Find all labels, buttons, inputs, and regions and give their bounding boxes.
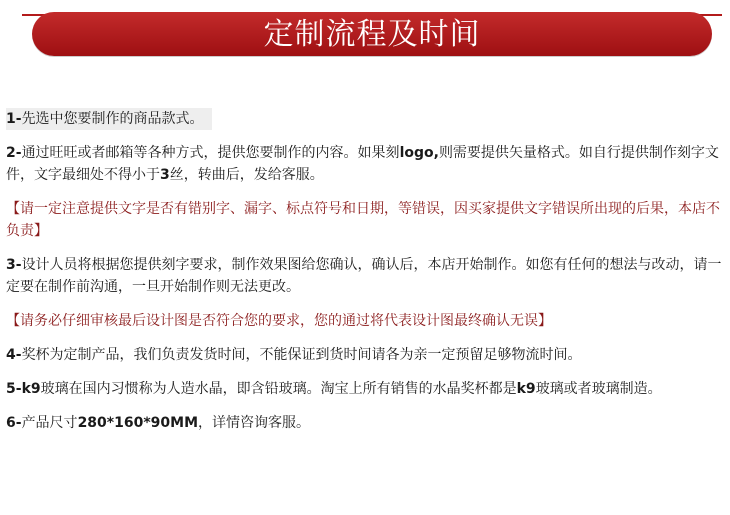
step-number: 2- — [6, 145, 22, 161]
step-number: 3- — [6, 257, 22, 273]
step-text: 产品尺寸 — [21, 415, 78, 431]
step-text: 奖杯为定制产品，我们负责发货时间，不能保证到货时间请各为亲一定预留足够物流时间。 — [21, 347, 582, 363]
step-text: 先选中您要制作的商品款式。 — [21, 111, 204, 127]
step-text: 设计人员将根据您提供刻字要求，制作效果图给您确认，确认后，本店开始制作。如您有任何的想法与改动，请一定要在制作前沟通，一旦开始制作则无法更改。 — [6, 257, 722, 295]
step-number: 5- — [6, 381, 22, 397]
step-text: 玻璃或者玻璃制造。 — [535, 381, 662, 397]
title-banner — [22, 9, 722, 59]
step-text: 通过旺旺或者邮箱等各种方式，提供您要制作的内容。如果刻 — [21, 145, 400, 161]
step-text: ，详情咨询客服。 — [198, 415, 310, 431]
step-number: 6- — [6, 415, 22, 431]
warning-text-accuracy: 【请一定注意提供文字是否有错别字、漏字、标点符号和日期，等错误，因买家提供文字错误所出现的后果，本店不负责】 — [6, 201, 720, 239]
k9-term: k9 — [21, 381, 41, 397]
banner-pill — [32, 12, 712, 56]
step-3 — [6, 254, 722, 298]
page-title: 定制流程及时间 — [263, 17, 481, 52]
step-4 — [6, 344, 722, 366]
step-6 — [6, 412, 722, 434]
step-2 — [6, 142, 722, 186]
process-steps — [6, 108, 722, 434]
logo-term: logo, — [399, 145, 439, 161]
step-5 — [6, 378, 722, 400]
step-text: 丝，转曲后，发给客服。 — [169, 167, 324, 183]
step-text: 则需要提供矢量格式。如自行提供制作刻字文件，文字最细处不得小于 — [6, 145, 719, 183]
step-text: 玻璃在国内习惯称为人造水晶，即含铅玻璃。淘宝上所有销售的水晶奖杯都是 — [40, 381, 517, 397]
step-number: 4- — [6, 347, 22, 363]
warning-design-review: 【请务必仔细审核最后设计图是否符合您的要求，您的通过将代表设计图最终确认无误】 — [6, 313, 552, 329]
min-thickness-value: 3 — [160, 167, 170, 183]
step-1 — [6, 108, 212, 130]
k9-term: k9 — [516, 381, 536, 397]
step-number: 1- — [6, 111, 22, 127]
product-dimensions: 280*160*90MM — [77, 415, 198, 431]
